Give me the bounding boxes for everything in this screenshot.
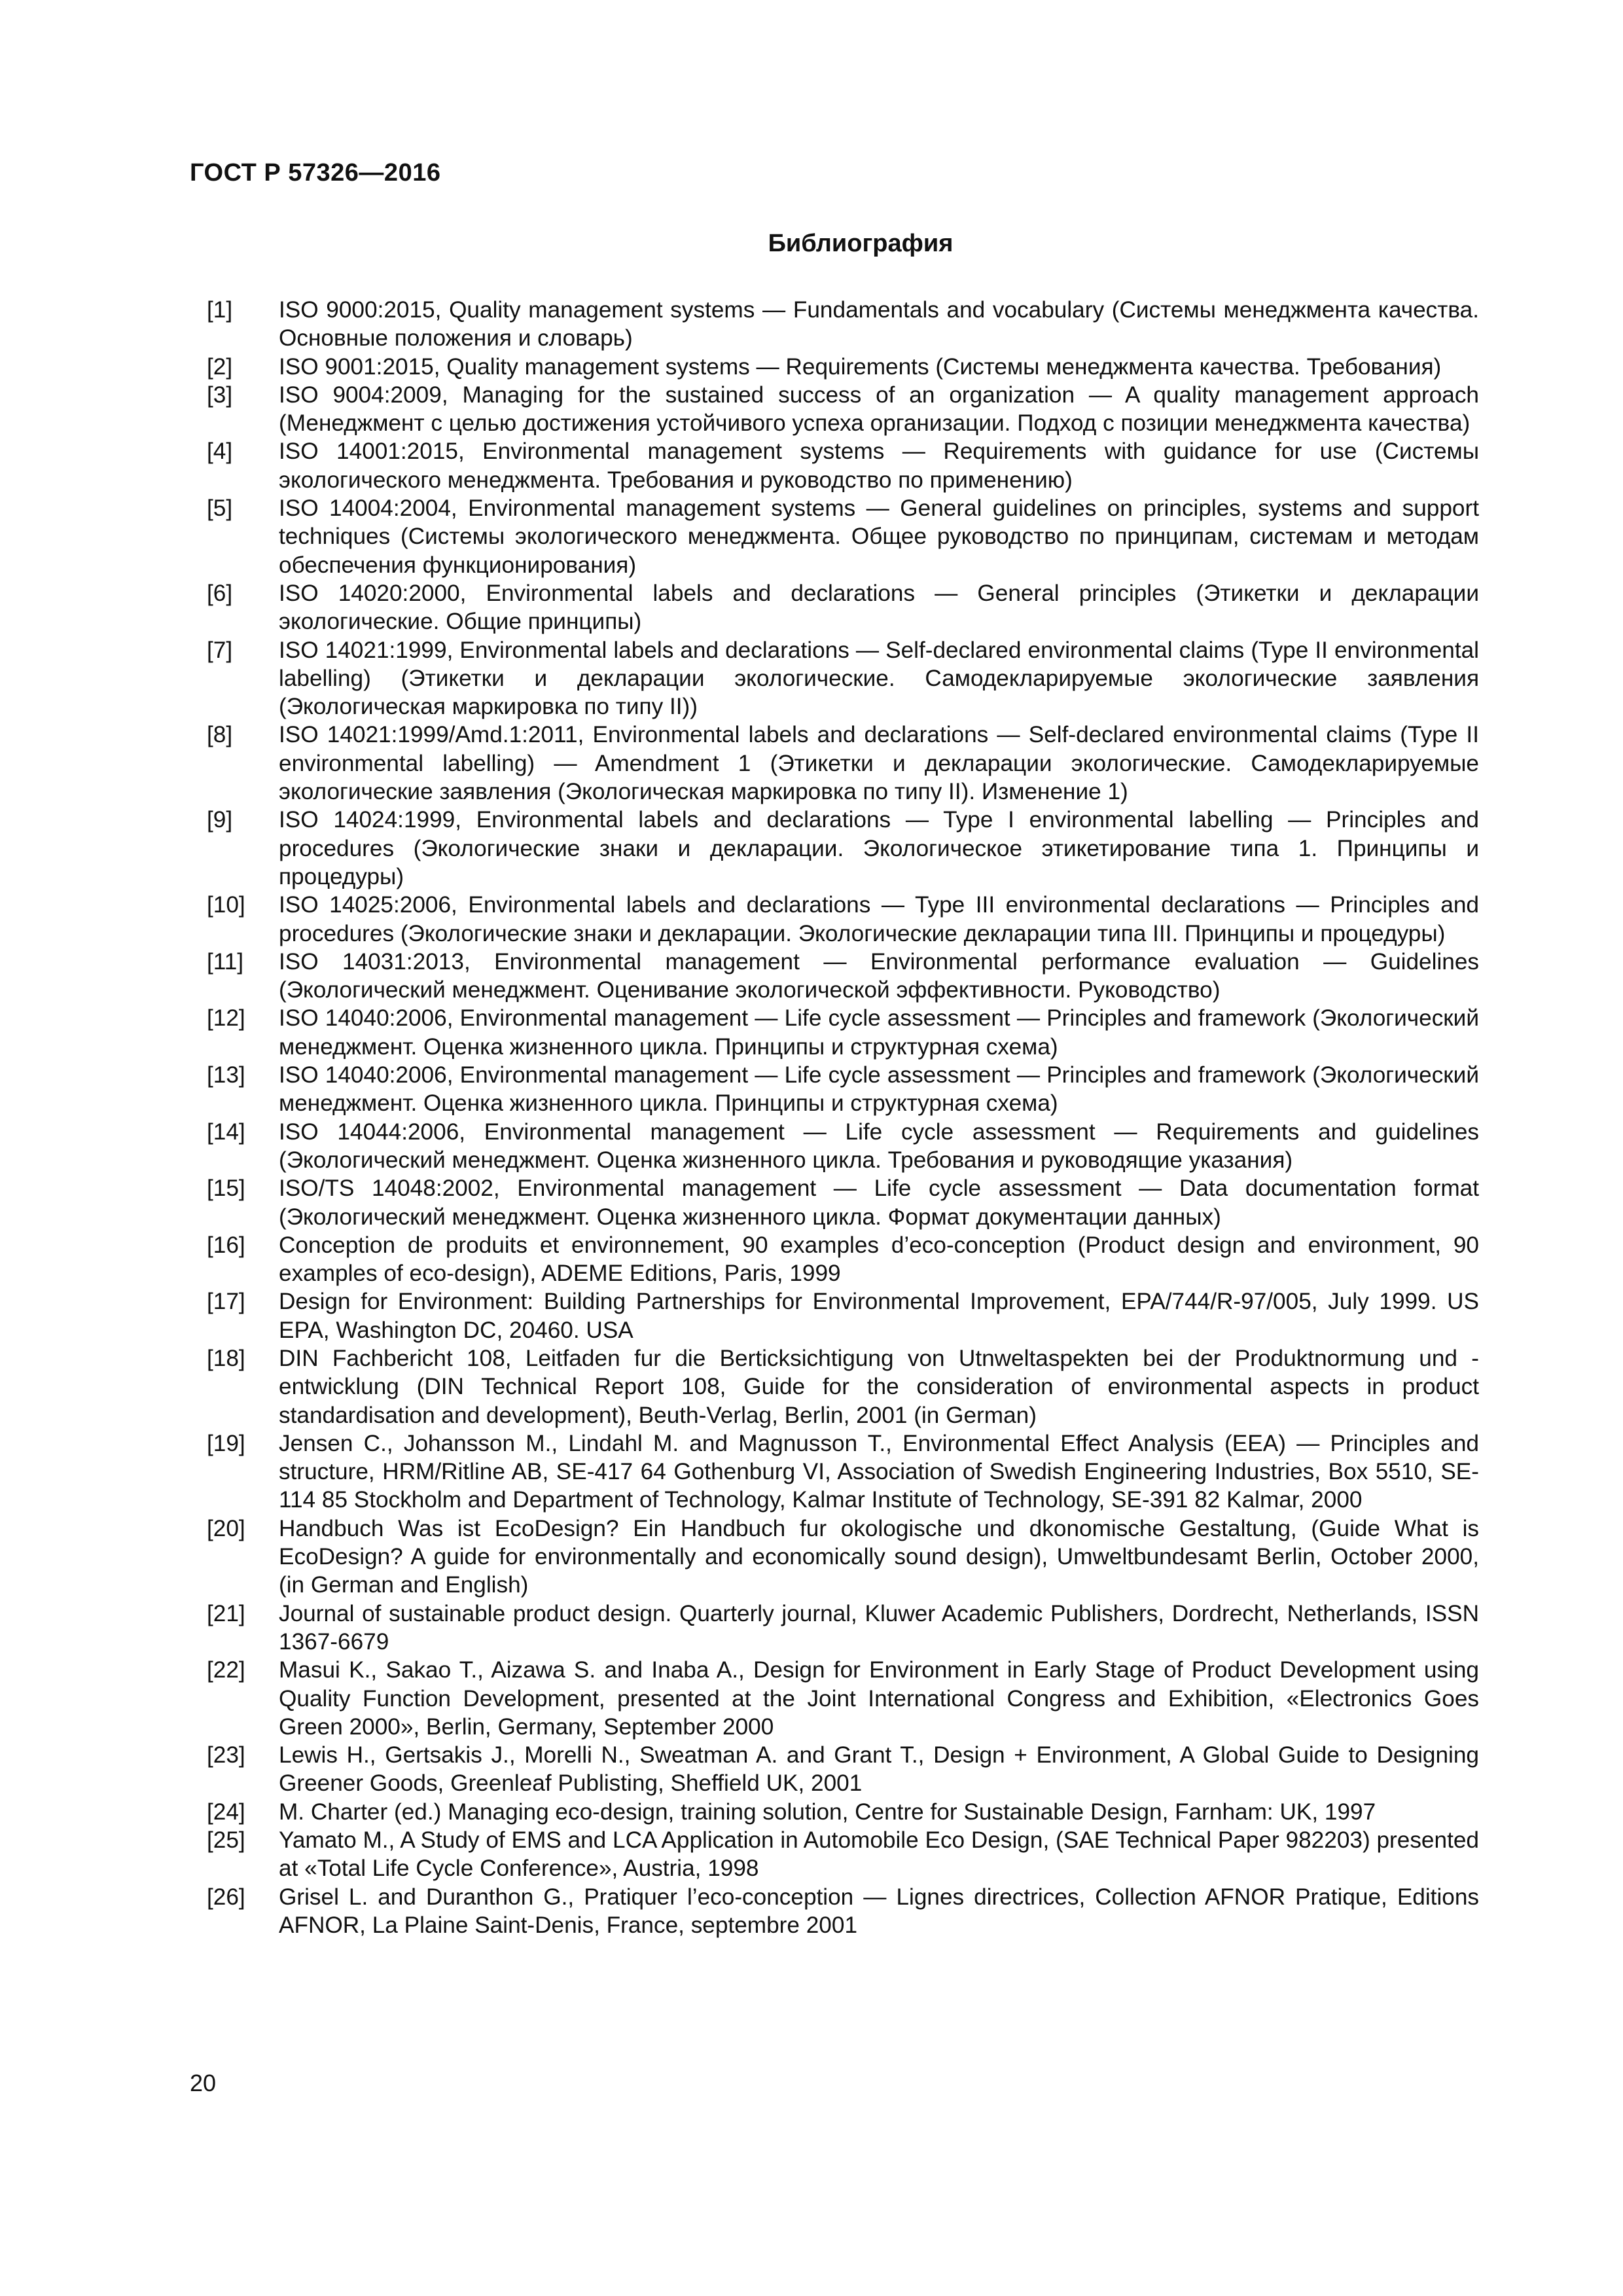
entry-text: ISO 14001:2015, Environmental management systems — Requirements with guidance for use (Системы экологического менеджмента. Требования и руководство по применению) xyxy=(279,439,1479,493)
entry-text: ISO 14044:2006, Environmental management — Life cycle assessment — Requirements and guidelines (Экологический менеджмент. Оценка жизненного цикла. Требования и руководящие указания) xyxy=(279,1119,1479,1173)
entry-text: ISO 9000:2015, Quality management systems — Fundamentals and vocabulary (Системы менеджмента качества. Основные положения и словарь) xyxy=(279,297,1479,351)
entry-number: [15] xyxy=(207,1175,245,1202)
entry-number: [3] xyxy=(207,382,233,408)
entry-number: [2] xyxy=(207,353,233,380)
bibliography-entry-16 xyxy=(207,1231,1479,1288)
bibliography-entry-19 xyxy=(207,1429,1479,1515)
bibliography-entry-13 xyxy=(207,1061,1479,1118)
bibliography-entry-15 xyxy=(207,1174,1479,1231)
entry-text: ISO 9004:2009, Managing for the sustained success of an organization — A quality management approach (Менеджмент с целью достижения устойчивого успеха организации. Подход с позиции менеджмента качества) xyxy=(279,382,1479,437)
bibliography-entry-20 xyxy=(207,1515,1479,1600)
entry-text: Journal of sustainable product design. Quarterly journal, Kluwer Academic Publishers, Dordrecht, Netherlands, ISSN 1367-6679 xyxy=(279,1600,1479,1655)
bibliography-entry-25 xyxy=(207,1826,1479,1883)
bibliography-entry-1 xyxy=(207,296,1479,353)
entry-number: [5] xyxy=(207,495,233,522)
entry-number: [1] xyxy=(207,297,233,323)
entry-number: [25] xyxy=(207,1827,245,1854)
bibliography-entry-8 xyxy=(207,721,1479,806)
entry-number: [18] xyxy=(207,1345,245,1371)
bibliography-entry-24 xyxy=(207,1798,1479,1826)
entry-number: [8] xyxy=(207,722,233,748)
bibliography-list xyxy=(207,296,1479,1939)
entry-text: Design for Environment: Building Partnerships for Environmental Improvement, EPA/744/R-97/005, July 1999. US EPA, Washington DC, 20460. USA xyxy=(279,1289,1479,1343)
entry-number: [14] xyxy=(207,1119,245,1145)
page-number: 20 xyxy=(190,2070,217,2096)
entry-number: [7] xyxy=(207,637,233,663)
bibliography-entry-10 xyxy=(207,891,1479,948)
entry-text: DIN Fachbericht 108, Leitfaden fur die Berticksichtigung von Utnweltaspekten bei der Produktnormung und -entwicklung (DIN Technical Report 108, Guide for the consideration of environmental aspects in product standardisation and development), Beuth-Verlag, Berlin, 2001 (in German) xyxy=(279,1345,1479,1428)
standard-code-header: ГОСТ Р 57326—2016 xyxy=(190,159,441,187)
entry-number: [26] xyxy=(207,1884,245,1910)
entry-text: Lewis H., Gertsakis J., Morelli N., Sweatman A. and Grant T., Design + Environment, A Global Guide to Designing Greener Goods, Greenleaf Publisting, Sheffield UK, 2001 xyxy=(279,1742,1479,1797)
entry-text: ISO 14020:2000, Environmental labels and declarations — General principles (Этикетки и декларации экологические. Общие принципы) xyxy=(279,580,1479,635)
entry-text: Masui K., Sakao T., Aizawa S. and Inaba A., Design for Environment in Early Stage of Product Development using Quality Function Development, presented at the Joint International Congress and Exhibition, «Electronics Goes Green 2000», Berlin, Germany, September 2000 xyxy=(279,1657,1479,1740)
entry-number: [4] xyxy=(207,439,233,465)
bibliography-entry-14 xyxy=(207,1118,1479,1175)
bibliography-entry-11 xyxy=(207,948,1479,1005)
entry-number: [11] xyxy=(207,948,244,975)
entry-number: [17] xyxy=(207,1289,245,1315)
bibliography-entry-17 xyxy=(207,1287,1479,1344)
bibliography-entry-7 xyxy=(207,636,1479,721)
entry-text: ISO 14021:1999/Amd.1:2011, Environmental labels and declarations — Self-declared environmental claims (Type II environmental labelling) — Amendment 1 (Этикетки и декларации экологические. Самодекларируемые экологические заявления (Экологическая маркировка по типу II). Изменение 1) xyxy=(279,722,1479,805)
entry-number: [10] xyxy=(207,892,245,918)
bibliography-entry-3 xyxy=(207,381,1479,438)
bibliography-entry-5 xyxy=(207,494,1479,579)
entry-text: M. Charter (ed.) Managing eco-design, training solution, Centre for Sustainable Design, Farnham: UK, 1997 xyxy=(279,1799,1376,1825)
bibliography-entry-2 xyxy=(207,353,1479,381)
entry-text: Yamato M., A Study of EMS and LCA Application in Automobile Eco Design, (SAE Technical Paper 982203) presented at «Total Life Cycle Conference», Austria, 1998 xyxy=(279,1827,1479,1882)
entry-number: [6] xyxy=(207,580,233,606)
bibliography-entry-6 xyxy=(207,579,1479,636)
entry-number: [20] xyxy=(207,1515,245,1541)
bibliography-entry-18 xyxy=(207,1344,1479,1429)
entry-text: ISO 14040:2006, Environmental management — Life cycle assessment — Principles and framework (Экологический менеджмент. Оценка жизненного цикла. Принципы и структурная схема) xyxy=(279,1062,1479,1117)
bibliography-entry-21 xyxy=(207,1600,1479,1657)
entry-number: [13] xyxy=(207,1062,245,1088)
bibliography-title: Библиография xyxy=(768,230,954,257)
entry-text: Jensen C., Johansson M., Lindahl M. and Magnusson T., Environmental Effect Analysis (EEA) — Principles and structure, HRM/Ritline AB, SE-417 64 Gothenburg VI, Association of Swedish Engineering Industries, Box 5510, SE-114 85 Stockholm and Department of Technology, Kalmar Institute of Technology, SE-391 82 Kalmar, 2000 xyxy=(279,1430,1479,1513)
entry-number: [12] xyxy=(207,1005,245,1031)
entry-number: [24] xyxy=(207,1799,245,1825)
bibliography-entry-23 xyxy=(207,1741,1479,1798)
entry-text: Conception de produits et environnement, 90 examples d’eco-conception (Product design and environment, 90 examples of eco-design), ADEME Editions, Paris, 1999 xyxy=(279,1232,1479,1287)
entry-number: [16] xyxy=(207,1232,245,1258)
entry-text: ISO 14004:2004, Environmental management systems — General guidelines on principles, systems and support techniques (Системы экологического менеджмента. Общее руководство по принципам, системам и методам обеспечения функционирования) xyxy=(279,495,1479,578)
entry-number: [19] xyxy=(207,1430,245,1456)
entry-text: ISO 14025:2006, Environmental labels and declarations — Type III environmental declarations — Principles and procedures (Экологические знаки и декларации. Экологические декларации типа III. Принципы и процедуры) xyxy=(279,892,1479,946)
entry-text: ISO 14031:2013, Environmental management — Environmental performance evaluation — Guidelines (Экологический менеджмент. Оценивание экологической эффективности. Руководство) xyxy=(279,948,1479,1003)
entry-text: ISO 14040:2006, Environmental management — Life cycle assessment — Principles and framework (Экологический менеджмент. Оценка жизненного цикла. Принципы и структурная схема) xyxy=(279,1005,1479,1060)
entry-text: ISO 14024:1999, Environmental labels and declarations — Type I environmental labelling — Principles and procedures (Экологические знаки и декларации. Экологическое этикетирование типа 1. Принципы и процедуры) xyxy=(279,807,1479,889)
bibliography-entry-9 xyxy=(207,806,1479,891)
bibliography-entry-22 xyxy=(207,1656,1479,1741)
entry-number: [23] xyxy=(207,1742,245,1768)
entry-text: ISO 14021:1999, Environmental labels and declarations — Self-declared environmental claims (Type II environmental labelling) (Этикетки и декларации экологические. Самодекларируемые экологические заявления (Экологическая маркировка по типу II)) xyxy=(279,637,1479,720)
bibliography-entry-4 xyxy=(207,437,1479,494)
entry-text: ISO 9001:2015, Quality management systems — Requirements (Системы менеджмента качества. Требования) xyxy=(279,353,1442,380)
entry-text: ISO/TS 14048:2002, Environmental management — Life cycle assessment — Data documentation format (Экологический менеджмент. Оценка жизненного цикла. Формат документации данных) xyxy=(279,1175,1479,1230)
entry-number: [22] xyxy=(207,1657,245,1683)
bibliography-entry-12 xyxy=(207,1004,1479,1061)
entry-number: [21] xyxy=(207,1600,245,1626)
entry-text: Handbuch Was ist EcoDesign? Ein Handbuch fur okologische und dkonomische Gestaltung, (Guide What is EcoDesign? A guide for environmentally and economically sound design), Umweltbundesamt Berlin, October 2000, (in German and English) xyxy=(279,1515,1479,1598)
bibliography-entry-26 xyxy=(207,1883,1479,1940)
entry-number: [9] xyxy=(207,807,233,833)
entry-text: Grisel L. and Duranthon G., Pratiquer l’eco-conception — Lignes directrices, Collection AFNOR Pratique, Editions AFNOR, La Plaine Saint-Denis, France, septembre 2001 xyxy=(279,1884,1479,1938)
